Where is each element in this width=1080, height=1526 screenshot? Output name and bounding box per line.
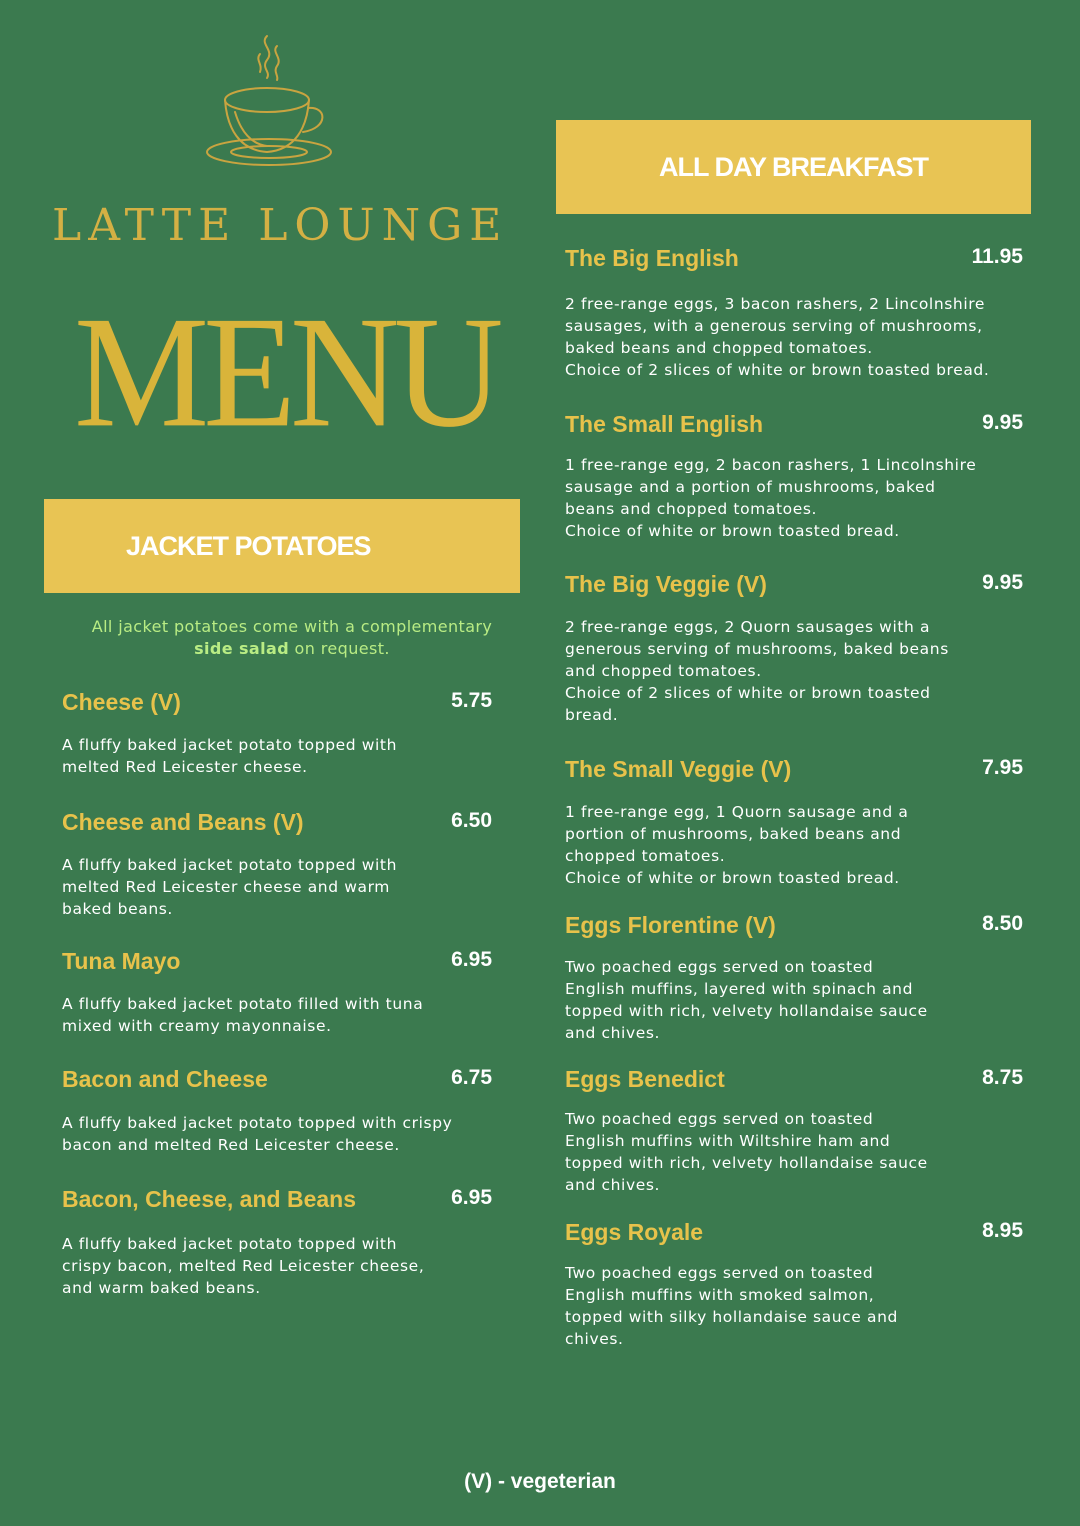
item-description: A fluffy baked jacket potato topped with melted Red Leicester cheese. <box>62 736 398 776</box>
item-price: 9.95 <box>982 571 1023 594</box>
vegetarian-legend: (V) - vegeterian <box>464 1470 616 1493</box>
note-text-end: on request. <box>289 639 390 658</box>
jacket-note <box>62 616 522 660</box>
item-name: The Small Veggie (V) <box>565 756 792 782</box>
item-description: A fluffy baked jacket potato topped with crispy bacon, melted Red Leicester cheese, and warm baked beans. <box>62 1235 425 1297</box>
item-price: 6.50 <box>451 809 492 832</box>
item-price: 6.95 <box>451 948 492 971</box>
item-price: 6.75 <box>451 1066 492 1089</box>
item-name: Bacon and Cheese <box>62 1066 268 1092</box>
item-price: 8.95 <box>982 1219 1023 1242</box>
item-price: 6.95 <box>451 1186 492 1209</box>
item-description: 1 free-range egg, 2 bacon rashers, 1 Lincolnshire sausage and a portion of mushrooms, baked beans and chopped tomatoes. Choice of white or brown toasted bread. <box>565 456 977 540</box>
item-name: The Big English <box>565 245 739 271</box>
jacket-potatoes-banner <box>44 499 520 593</box>
item-price: 11.95 <box>971 245 1023 268</box>
all-day-breakfast-banner <box>556 120 1031 214</box>
jacket-potatoes-title: JACKET POTATOES <box>126 530 371 561</box>
item-description: Two poached eggs served on toasted English muffins with smoked salmon, topped with silky hollandaise sauce and chives. <box>565 1264 898 1348</box>
note-text: All jacket potatoes come with a complementary <box>91 617 493 636</box>
item-name: The Big Veggie (V) <box>565 571 767 597</box>
menu-title: MENU <box>74 283 498 460</box>
item-name: Bacon, Cheese, and Beans <box>62 1186 356 1212</box>
item-name: Eggs Benedict <box>565 1066 725 1092</box>
item-description: A fluffy baked jacket potato topped with crispy bacon and melted Red Leicester cheese. <box>62 1114 453 1154</box>
item-description: Two poached eggs served on toasted English muffins, layered with spinach and topped with rich, velvety hollandaise sauce and chives. <box>565 958 928 1042</box>
item-description: Two poached eggs served on toasted English muffins with Wiltshire ham and topped with rich, velvety hollandaise sauce and chives. <box>565 1110 928 1194</box>
item-price: 8.75 <box>982 1066 1023 1089</box>
item-name: Eggs Royale <box>565 1219 704 1245</box>
item-price: 9.95 <box>982 411 1023 434</box>
item-name: Eggs Florentine (V) <box>565 912 776 938</box>
all-day-breakfast-title: ALL DAY BREAKFAST <box>658 151 929 182</box>
item-description: 2 free-range eggs, 2 Quorn sausages with a generous serving of mushrooms, baked beans and chopped tomatoes. Choice of 2 slices of white or brown toasted bread. <box>565 618 949 724</box>
item-description: A fluffy baked jacket potato topped with melted Red Leicester cheese and warm baked beans. <box>62 856 398 918</box>
item-name: Tuna Mayo <box>62 948 181 974</box>
item-description: A fluffy baked jacket potato filled with tuna mixed with creamy mayonnaise. <box>62 995 424 1035</box>
coffee-cup-icon <box>205 28 340 168</box>
brand-name: LATTE LOUNGE <box>52 200 509 251</box>
item-price: 5.75 <box>451 689 492 712</box>
item-name: Cheese (V) <box>62 689 181 715</box>
item-description: 2 free-range eggs, 3 bacon rashers, 2 Lincolnshire sausages, with a generous serving of mushrooms, baked beans and chopped tomatoes. Choice of 2 slices of white or brown toasted bread. <box>565 295 990 379</box>
item-price: 7.95 <box>982 756 1023 779</box>
note-bold-text: side salad <box>194 639 290 658</box>
item-description: 1 free-range egg, 1 Quorn sausage and a portion of mushrooms, baked beans and chopped tomatoes. Choice of white or brown toasted bread. <box>565 803 909 887</box>
item-name: Cheese and Beans (V) <box>62 809 304 835</box>
item-name: The Small English <box>565 411 764 437</box>
item-price: 8.50 <box>982 912 1023 935</box>
